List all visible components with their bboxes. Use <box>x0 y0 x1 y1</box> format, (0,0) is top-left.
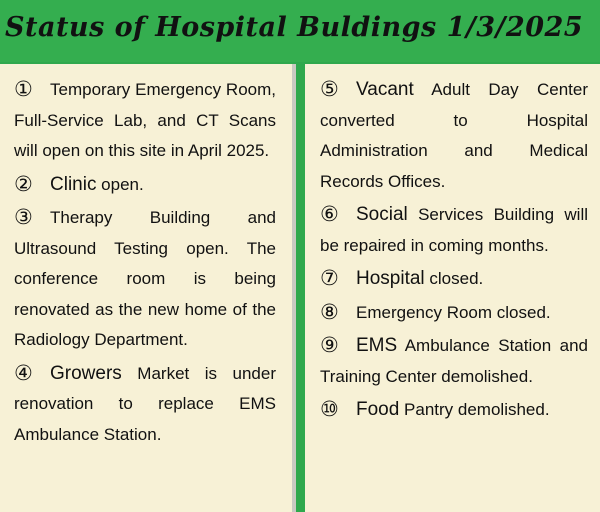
item-number: ② <box>14 171 33 196</box>
item-text: closed. <box>424 269 484 288</box>
item-text: Adult Day Center converted to Hospital Administration and Medical Records Offices. <box>320 80 588 191</box>
left-column <box>0 64 296 512</box>
item-number: ③ <box>14 205 33 229</box>
item-number: ① <box>14 77 33 101</box>
page-title: Status of Hospital Buldings 1/3/2025 <box>5 12 584 43</box>
item-keyword: Growers <box>50 362 122 384</box>
item-keyword: Vacant <box>356 79 414 100</box>
item-text: open. <box>96 174 144 194</box>
item-number: ⑨ <box>320 333 339 357</box>
item-number: ⑤ <box>320 77 339 101</box>
item-text: Services Building will be repaired in coming months. <box>320 205 588 255</box>
item-number: ⑩ <box>320 397 339 421</box>
list-item <box>320 394 588 426</box>
item-keyword: Clinic <box>50 173 97 195</box>
item-text: Emergency Room closed. <box>356 302 551 322</box>
list-item <box>320 263 588 295</box>
item-keyword: Food <box>356 399 400 420</box>
right-column <box>305 64 600 512</box>
list-item <box>14 169 276 201</box>
item-number: ⑥ <box>320 202 339 226</box>
item-text: Ambulance Station and Training Center demolished. <box>320 336 588 386</box>
list-item <box>320 199 588 261</box>
item-keyword: Hospital <box>356 268 425 289</box>
list-item <box>14 202 276 356</box>
item-text: Pantry demolished. <box>399 400 550 419</box>
list-item <box>320 330 588 392</box>
item-keyword: EMS <box>356 335 398 356</box>
item-keyword: Social <box>356 204 408 225</box>
list-item <box>320 74 588 197</box>
list-item <box>14 358 276 451</box>
item-number: ⑦ <box>320 266 339 290</box>
list-item <box>14 74 276 167</box>
item-text: Temporary Emergency Room, Full-Service Lab, and CT Scans will open on this site in April 2025. <box>14 80 276 160</box>
title-bar <box>0 0 600 62</box>
list-item <box>320 297 588 329</box>
item-text: Market is under renovation to replace EMS Ambulance Station. <box>14 363 276 444</box>
item-text: Therapy Building and Ultrasound Testing open. The conference room is being renovated as the new home of the Radiology Department. <box>14 208 276 349</box>
item-number: ⑧ <box>320 299 339 324</box>
item-number: ④ <box>14 360 33 385</box>
